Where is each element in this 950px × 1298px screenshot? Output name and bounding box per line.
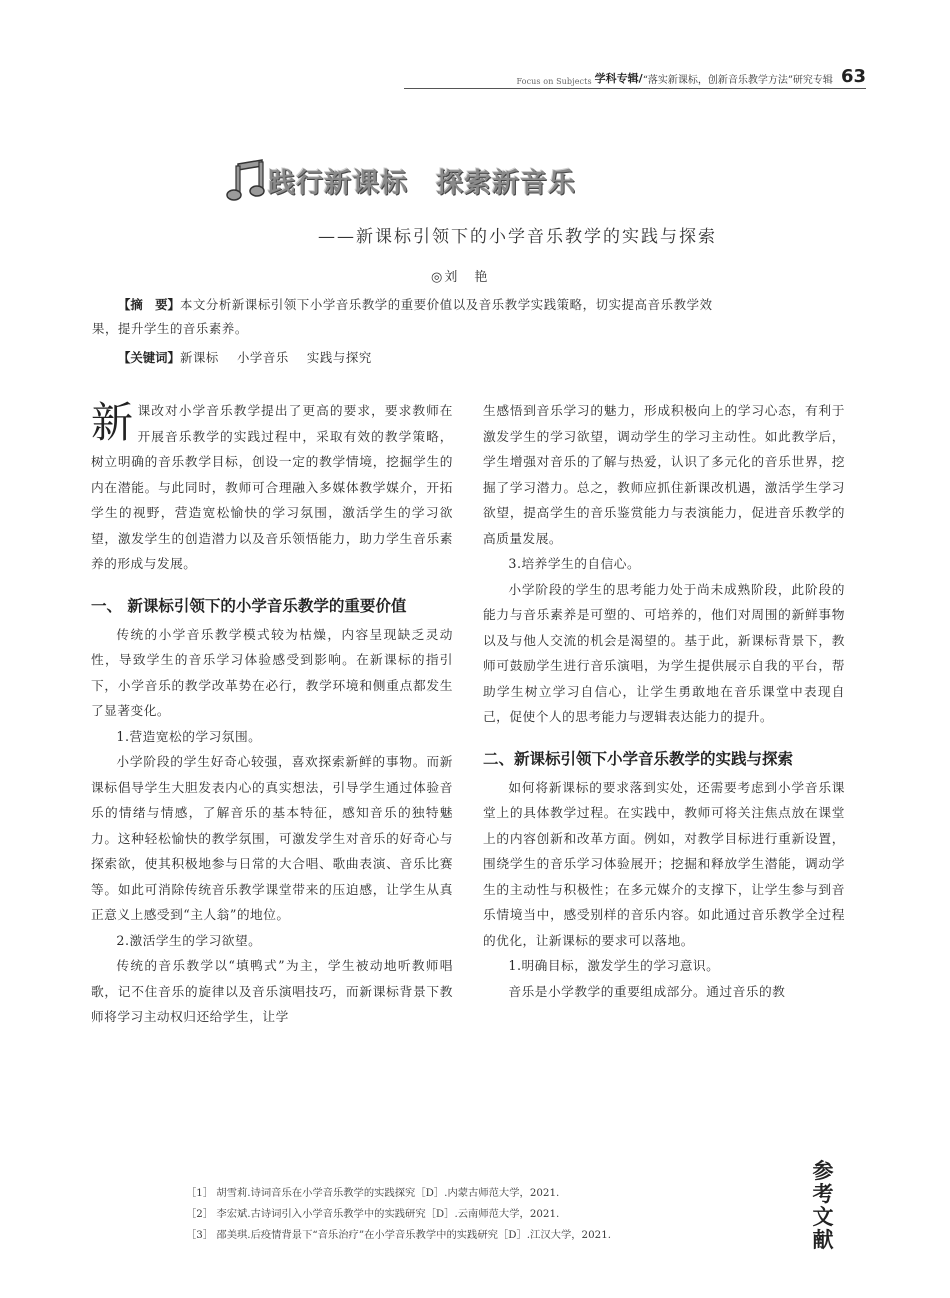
author: ◎刘 艳 — [431, 270, 490, 285]
left-column — [91, 398, 453, 1030]
header-special-issue: “落实新课标，创新音乐教学方法”研究专辑 — [642, 75, 833, 86]
references-label: 参考文献 — [812, 1159, 834, 1252]
intro-paragraph — [91, 398, 453, 577]
page-number: 63 — [840, 66, 866, 87]
article-subtitle: ——新课标引领下的小学音乐教学的实践与探索 — [318, 227, 717, 247]
keyword: 实践与探究 — [306, 350, 372, 365]
running-header — [404, 62, 866, 89]
abstract-line-2: 果，提升学生的音乐素养。 — [92, 321, 248, 336]
header-focus: Focus on Subjects — [516, 77, 592, 86]
keyword: 新课标 — [179, 350, 219, 365]
header-column: 学科专辑/ — [594, 72, 643, 85]
subheading: 2.激活学生的学习欲望。 — [116, 932, 262, 948]
body-paragraph: 如何将新课标的要求落到实处，还需要考虑到小学音乐课堂上的具体教学过程。在实践中，教师可将关注焦点放在课堂上的内容创新和改革方面。例如，对教学目标进行重新设置，围绕学生的音乐学习体验展开；挖掘和释放学生潜能，调动学生的主动性与积极性；在多元媒介的支撑下，让学生参与到音乐情境当中，感受别样的音乐内容。如此通过音乐教学全过程的优化，让新课标的要求可以落地。 — [483, 779, 845, 948]
music-note-icon — [226, 158, 268, 202]
abstract-text-1: 本文分析新课标引领下小学音乐教学的重要价值以及音乐教学实践策略，切实提高音乐教学效 — [179, 297, 713, 312]
reference-item: ［3］ 邵美琪.后疫情背景下“音乐治疗”在小学音乐教学中的实践研究［D］.江汉大学，2021. — [186, 1229, 612, 1241]
abstract-label: 【摘 要】 — [118, 297, 180, 312]
reference-item: ［1］ 胡雪莉.诗词音乐在小学音乐教学的实践探究［D］.内蒙古师范大学，2021. — [186, 1187, 560, 1199]
section-heading-1: 一、 新课标引领下的小学音乐教学的重要价值 — [91, 596, 407, 615]
subheading: 1.营造宽松的学习氛围。 — [116, 728, 262, 744]
abstract — [92, 293, 852, 341]
right-column — [483, 398, 845, 1004]
references-list — [186, 1183, 611, 1246]
body-paragraph: 小学阶段的学生好奇心较强，喜欢探索新鲜的事物。而新课标倡导学生大胆发表内心的真实想法，引导学生通过体验音乐的情绪与情感，了解音乐的基本特征，感知音乐的独特魅力。这种轻松愉快的教学氛围，可激发学生对音乐的好奇心与探索欲，使其积极地参与日常的大合唱、歌曲表演、音乐比赛等。如此可消除传统音乐教学课堂带来的压迫感，让学生从真正意义上感受到“主人翁”的地位。 — [91, 754, 453, 922]
body-paragraph: 小学阶段的学生的思考能力处于尚未成熟阶段，此阶段的能力与音乐素养是可塑的、可培养的，他们对周围的新鲜事物以及与他人交流的机会是渴望的。基于此，新课标背景下，教师可鼓励学生进行音乐演唱，为学生提供展示自我的平台，帮助学生树立学习自信心，让学生勇敢地在音乐课堂中表现自己，促使个人的思考能力与逻辑表达能力的提升。 — [483, 581, 845, 724]
article-title: 践行新课标 探索新音乐 — [268, 167, 576, 199]
reference-item: ［2］ 李宏斌.古诗词引入小学音乐教学中的实践研究［D］.云南师范大学，2021. — [186, 1208, 560, 1220]
subheading: 1.明确目标，激发学生的学习意识。 — [508, 958, 720, 973]
subheading: 3.培养学生的自信心。 — [508, 556, 641, 571]
body-paragraph: 生感悟到音乐学习的魅力，形成积极向上的学习心态，有利于激发学生的学习欲望，调动学生的学习主动性。如此教学后，学生增强对音乐的了解与热爱，认识了多元化的音乐世界，挖掘了学习潜力。总之，教师应抓住新课改机遇，激活学生学习欲望，提高学生的音乐鉴赏能力与表演能力，促进音乐教学的高质量发展。 — [483, 403, 845, 546]
title-row — [226, 158, 576, 202]
keyword: 小学音乐 — [236, 350, 289, 365]
keywords-label: 【关键词】 — [118, 350, 180, 365]
drop-cap: 新 — [91, 398, 134, 447]
abstract-line-1 — [92, 293, 852, 317]
keywords — [118, 346, 390, 370]
body-paragraph: 传统的小学音乐教学模式较为枯燥，内容呈现缺乏灵动性，导致学生的音乐学习体验感受到影响。在新课标的指引下，小学音乐的教学改革势在必行，教学环境和侧重点都发生了显著变化。 — [91, 626, 453, 718]
body-paragraph: 传统的音乐教学以“填鸭式”为主，学生被动地听教师唱歌，记不住音乐的旋律以及音乐演唱技巧，而新课标背景下教师将学习主动权归还给学生，让学 — [91, 958, 453, 1024]
intro-text: 课改对小学音乐教学提出了更高的要求，要求教师在开展音乐教学的实践过程中，采取有效的教学策略，树立明确的音乐教学目标，创设一定的教学情境，挖掘学生的内在潜能。与此同时，教师可合理融入多媒体教学媒介，开拓学生的视野，营造宽松愉快的学习氛围，激活学生的学习欲望，激发学生的创造潜力以及音乐领悟能力，助力学生音乐素养的形成与发展。 — [91, 403, 453, 571]
body-paragraph: 音乐是小学教学的重要组成部分。通过音乐的教 — [508, 983, 786, 999]
section-heading-2: 二、新课标引领下小学音乐教学的实践与探索 — [483, 749, 794, 768]
